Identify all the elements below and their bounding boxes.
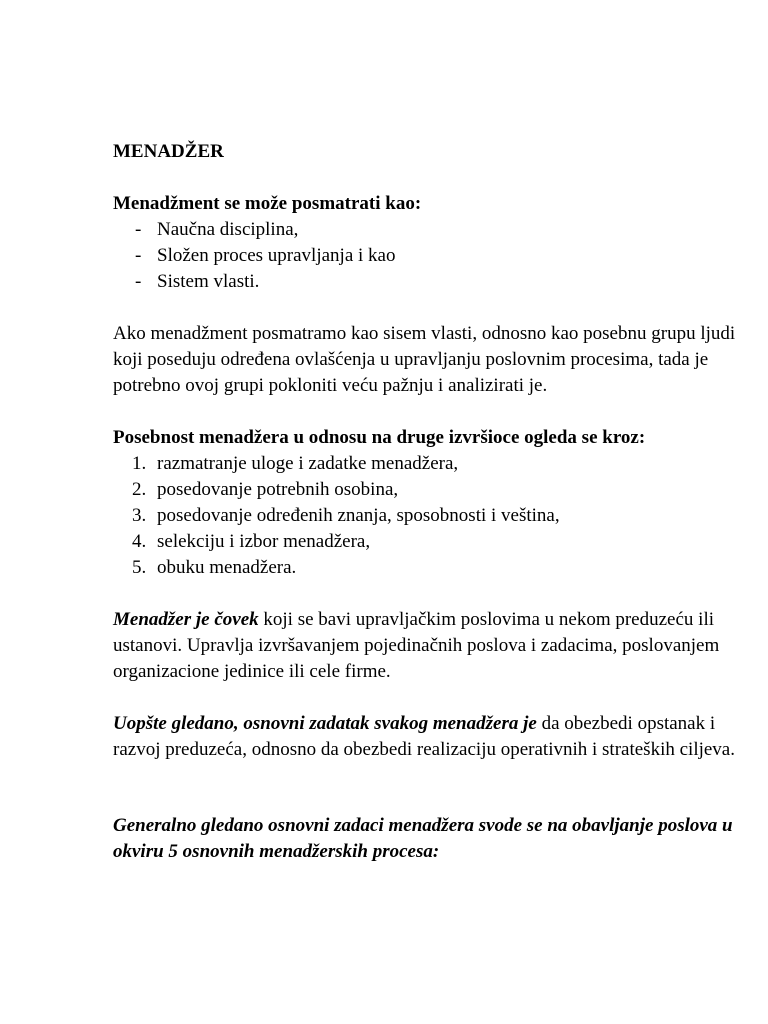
list-number: 5. <box>132 557 147 578</box>
document-page <box>113 139 743 865</box>
list-item <box>113 477 743 503</box>
list-item-text: Naučna disciplina, <box>157 219 299 240</box>
list-item <box>113 529 743 555</box>
list-marker: - <box>135 271 142 292</box>
document-title: MENADŽER <box>113 141 224 162</box>
paragraph-4: Generalno gledano osnovni zadaci menadžera svode se na obavljanje poslova u okviru 5 osnovnih menadžerskih procesa: <box>113 815 733 862</box>
list-item-text: posedovanje određenih znanja, sposobnosti i veština, <box>157 505 560 526</box>
list-item <box>113 503 743 529</box>
list-item-text: selekciju i izbor menadžera, <box>157 531 371 552</box>
paragraph-2-lead: Menadžer je čovek <box>113 609 259 630</box>
paragraph-1: Ako menadžment posmatramo kao sisem vlasti, odnosno kao posebnu grupu ljudi koji poseduju određena ovlašćenja u upravljanju poslovnim procesima, tada je potrebno ovoj grupi pokloniti veću pažnju i analizirati je. <box>113 323 736 396</box>
paragraph-2 <box>113 607 743 685</box>
list-number: 4. <box>132 531 147 552</box>
list-item-text: Sistem vlasti. <box>157 271 260 292</box>
list-item <box>113 217 743 243</box>
intro-list <box>113 217 743 295</box>
list-item <box>113 555 743 581</box>
paragraph-2-body: koji se bavi upravljačkim poslovima u nekom preduzeću ili ustanovi. Upravlja izvršavanjem pojedinačnih poslova i zadacima, poslovanjem organizacione jedinice ili cele firme. <box>113 609 720 682</box>
list-number: 3. <box>132 505 147 526</box>
list-item <box>113 269 743 295</box>
intro-heading: Menadžment se može posmatrati kao: <box>113 193 422 214</box>
paragraph-3 <box>113 711 743 763</box>
list-item-text: obuku menadžera. <box>157 557 297 578</box>
list-number: 2. <box>132 479 147 500</box>
paragraph-3-body: da obezbedi opstanak i razvoj preduzeća, odnosno da obezbedi realizaciju operativnih i strateških ciljeva. <box>113 713 735 760</box>
section-2-list <box>113 451 743 581</box>
list-item-text: posedovanje potrebnih osobina, <box>157 479 399 500</box>
section-2-heading: Posebnost menadžera u odnosu na druge izvršioce ogleda se kroz: <box>113 427 646 448</box>
list-marker: - <box>135 219 142 240</box>
list-item <box>113 243 743 269</box>
list-item-text: Složen proces upravljanja i kao <box>157 245 396 266</box>
list-marker: - <box>135 245 142 266</box>
paragraph-3-lead: Uopšte gledano, osnovni zadatak svakog menadžera je <box>113 713 537 734</box>
list-item-text: razmatranje uloge i zadatke menadžera, <box>157 453 459 474</box>
list-number: 1. <box>132 453 147 474</box>
list-item <box>113 451 743 477</box>
